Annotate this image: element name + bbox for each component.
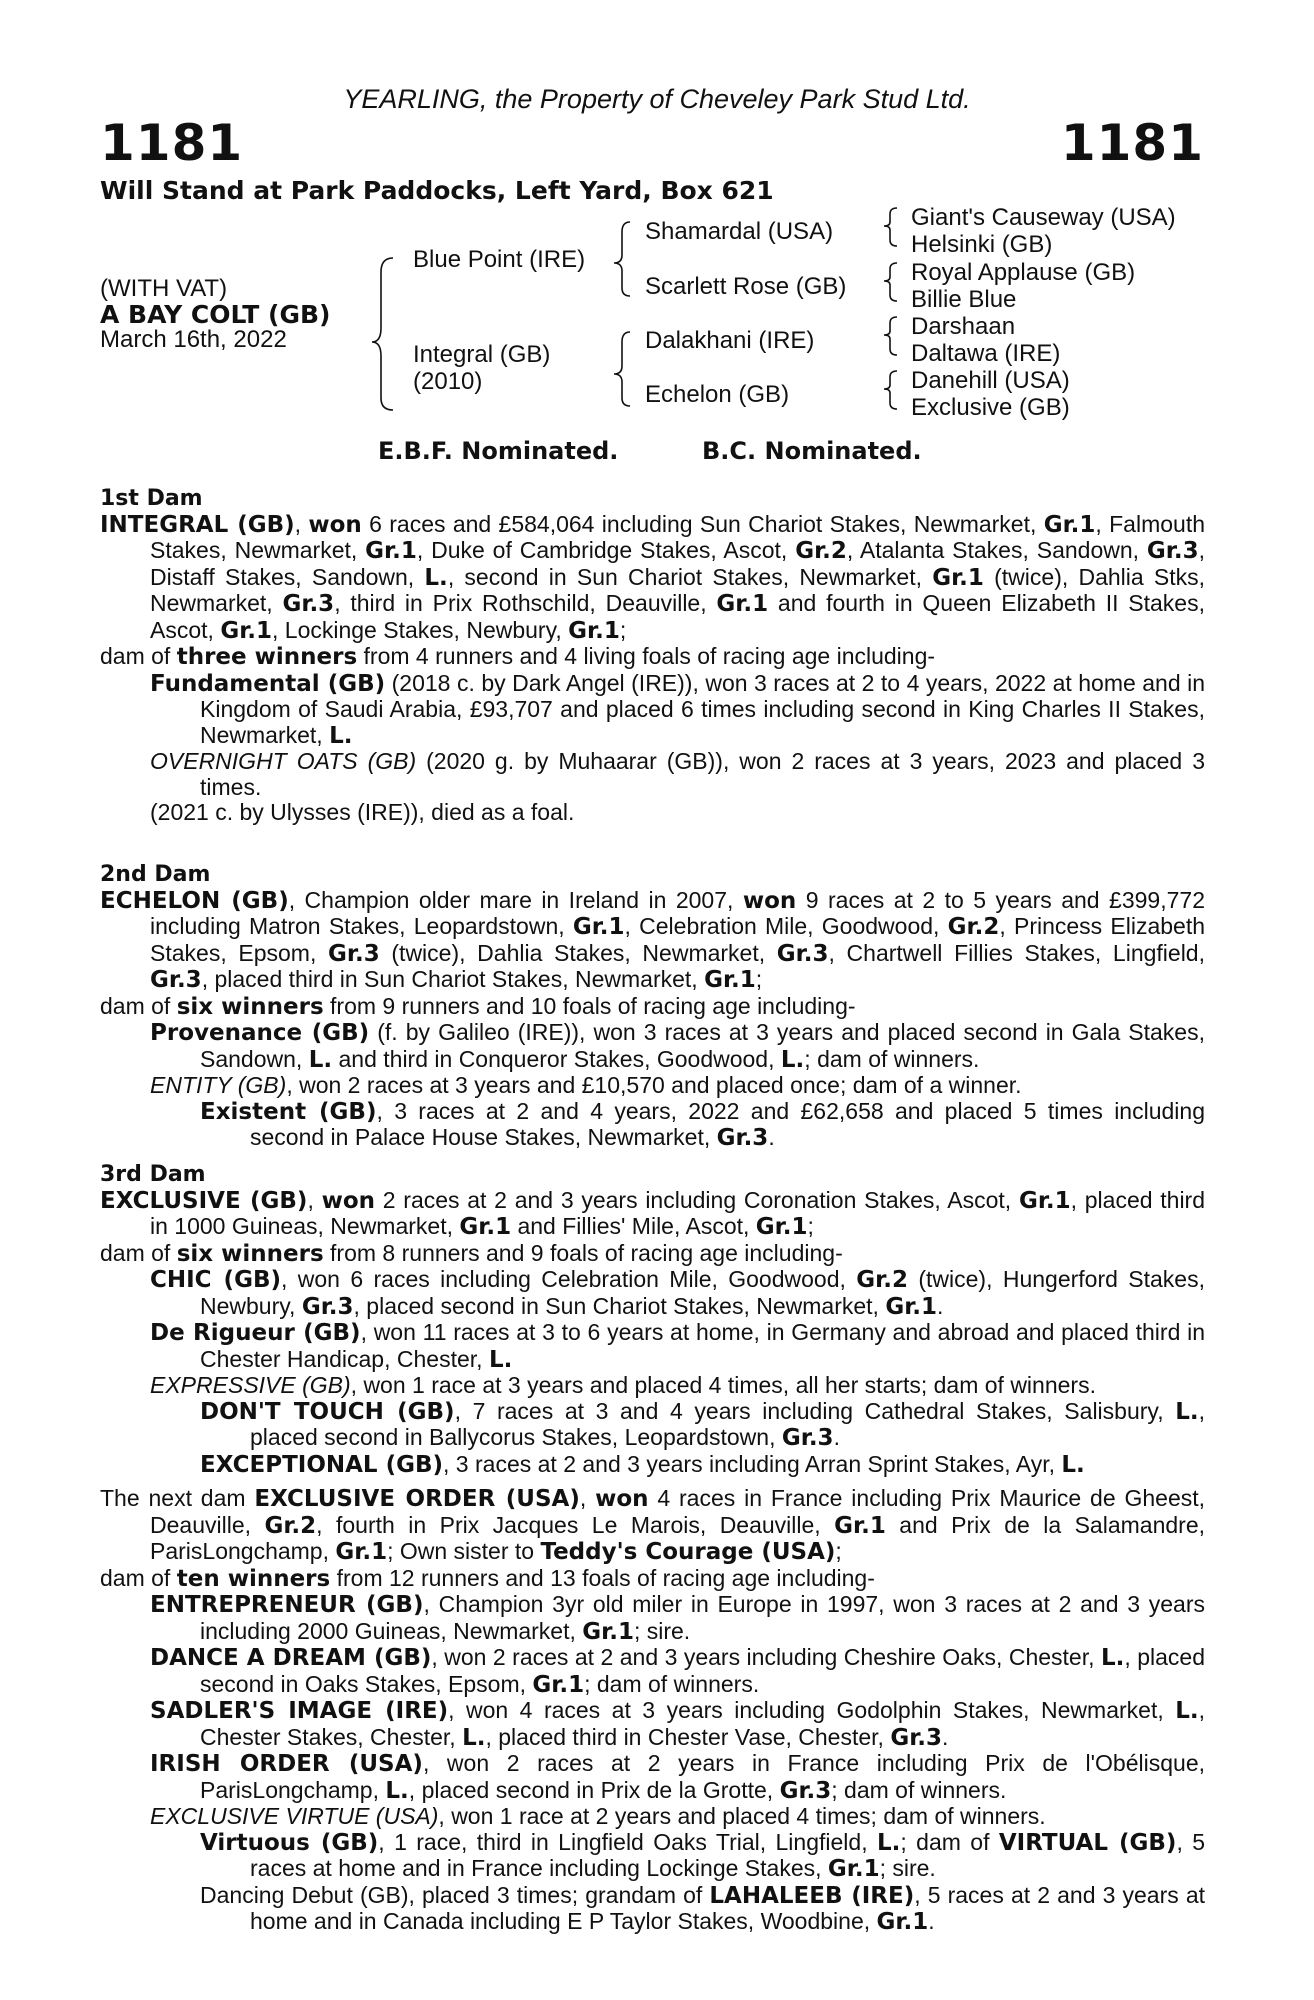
- ebf-nomination: E.B.F. Nominated.: [378, 437, 619, 465]
- dam-record: The next dam EXCLUSIVE ORDER (USA), won 4 races in France including Prix Maurice de Gheest, Deauville, Gr.2, fourth in Prix Jacques Le Marois, Deauville, Gr.1 and Prix de la Salamandre, ParisLongchamp, Gr.1; Own sister to Teddy's Courage (USA);: [100, 1485, 1206, 1565]
- produce-entry: OVERNIGHT OATS (GB) (2020 g. by Muhaarar (GB)), won 2 races at 3 years, 2023 and placed 3 times.: [150, 748, 1205, 800]
- dam-record: INTEGRAL (GB), won 6 races and £584,064 including Sun Chariot Stakes, Newmarket, Gr.1, Falmouth Stakes, Newmarket, Gr.1, Duke of Cambridge Stakes, Ascot, Gr.2, Atalanta Stakes, Sandown, Gr.3, Distaff Stakes, Sandown, L., second in Sun Chariot Stakes, Newmarket, Gr.1 (twice), Dahlia Stks, Newmarket, Gr.3, third in Prix Rothschild, Deauville, Gr.1 and fourth in Queen Elizabeth II Stakes, Ascot, Gr.1, Lockinge Stakes, Newbury, Gr.1;: [100, 510, 1206, 644]
- pedigree-gen2: Echelon (GB): [645, 381, 790, 408]
- produce-entry: EXCLUSIVE VIRTUE (USA), won 1 race at 2 years and placed 4 times; dam of winners.: [150, 1803, 1046, 1829]
- bc-nomination: B.C. Nominated.: [702, 437, 922, 465]
- produce-entry: DANCE A DREAM (GB), won 2 races at 2 and 3 years including Cheshire Oaks, Chester, L., placed second in Oaks Stakes, Epsom, Gr.1; dam of winners.: [150, 1644, 1205, 1698]
- section-heading: 2nd Dam: [100, 862, 211, 887]
- produce-entry: ENTREPRENEUR (GB), Champion 3yr old miler in Europe in 1997, won 3 races at 2 and 3 years including 2000 Guineas, Newmarket, Gr.1; sire.: [150, 1591, 1206, 1645]
- vat-note: (WITH VAT): [100, 275, 228, 302]
- produce-entry: SADLER'S IMAGE (IRE), won 4 races at 3 years including Godolphin Stakes, Newmarket, L., Chester Stakes, Chester, L., placed third in Chester Vase, Chester, Gr.3.: [150, 1697, 1205, 1751]
- pedigree-gen3: Giant's Causeway (USA): [911, 204, 1176, 231]
- pedigree-dam-year: (2010): [413, 368, 483, 395]
- produce-summary: dam of six winners from 8 runners and 9 foals of racing age including-: [100, 1239, 843, 1267]
- pedigree-gen3: Exclusive (GB): [911, 394, 1070, 421]
- pedigree-gen2: Scarlett Rose (GB): [645, 273, 847, 300]
- first-dam-section: [100, 486, 1205, 826]
- dam-record: EXCLUSIVE (GB), won 2 races at 2 and 3 years including Coronation Stakes, Ascot, Gr.1, placed third in 1000 Guineas, Newmarket, Gr.1 and Fillies' Mile, Ascot, Gr.1;: [100, 1186, 1206, 1240]
- dam-record: ECHELON (GB), Champion older mare in Ireland in 2007, won 9 races at 2 to 5 years and £399,772 including Matron Stakes, Leopardstown, Gr.1, Celebration Mile, Goodwood, Gr.2, Princess Elizabeth Stakes, Epsom, Gr.3 (twice), Dahlia Stakes, Newmarket, Gr.3, Chartwell Fillies Stakes, Lingfield, Gr.3, placed third in Sun Chariot Stakes, Newmarket, Gr.1;: [100, 886, 1206, 993]
- pedigree-gen3: Danehill (USA): [911, 367, 1070, 394]
- foaling-date: March 16th, 2022: [100, 326, 287, 353]
- next-dam-section: [100, 1486, 1205, 1936]
- section-heading: 1st Dam: [100, 486, 203, 511]
- produce-entry: Fundamental (GB) (2018 c. by Dark Angel (IRE)), won 3 races at 2 to 4 years, 2022 at home and in Kingdom of Saudi Arabia, £93,707 and placed 6 times including second in King Charles II Stakes, Newmarket, L.: [150, 669, 1205, 749]
- produce-entry: EXCEPTIONAL (GB), 3 races at 2 and 3 years including Arran Sprint Stakes, Ayr, L.: [200, 1450, 1085, 1478]
- produce-entry: Existent (GB), 3 races at 2 and 4 years, 2022 and £62,658 and placed 5 times including second in Palace House Stakes, Newmarket, Gr.3.: [200, 1097, 1205, 1151]
- pedigree-gen3: Daltawa (IRE): [911, 340, 1061, 367]
- produce-entry: Virtuous (GB), 1 race, third in Lingfield Oaks Trial, Lingfield, L.; dam of VIRTUAL (GB), 5 races at home and in France including Lockinge Stakes, Gr.1; sire.: [200, 1828, 1206, 1882]
- horse-name: A BAY COLT (GB): [100, 300, 331, 329]
- pedigree-gen2: Dalakhani (IRE): [645, 327, 815, 354]
- pedigree-gen3: Royal Applause (GB): [911, 259, 1136, 286]
- produce-summary: dam of three winners from 4 runners and 4 living foals of racing age including-: [100, 643, 936, 670]
- pedigree-dam: Integral (GB): [413, 341, 551, 368]
- section-heading: 3rd Dam: [100, 1162, 206, 1187]
- produce-entry: Provenance (GB) (f. by Galileo (IRE)), won 3 races at 3 years and placed second in Gala Stakes, Sandown, L. and third in Conqueror Stakes, Goodwood, L.; dam of winners.: [150, 1019, 1205, 1073]
- pedigree-sire: Blue Point (IRE): [413, 246, 586, 273]
- pedigree-gen3: Darshaan: [911, 313, 1016, 340]
- pedigree-gen3: Billie Blue: [911, 286, 1017, 313]
- stabling-location: Will Stand at Park Paddocks, Left Yard, Box 621: [100, 176, 774, 205]
- produce-entry: DON'T TOUCH (GB), 7 races at 3 and 4 years including Cathedral Stakes, Salisbury, L., placed second in Ballycorus Stakes, Leopardstown, Gr.3.: [200, 1397, 1205, 1451]
- produce-summary: dam of six winners from 9 runners and 10 foals of racing age including-: [100, 992, 856, 1020]
- produce-entry: (2021 c. by Ulysses (IRE)), died as a foal.: [150, 799, 575, 825]
- produce-entry: IRISH ORDER (USA), won 2 races at 2 years in France including Prix de l'Obélisque, ParisLongchamp, L., placed second in Prix de la Grotte, Gr.3; dam of winners.: [150, 1750, 1205, 1804]
- third-dam-section: [100, 1162, 1205, 1478]
- sale-subtitle: YEARLING, the Property of Cheveley Park Stud Ltd.: [343, 84, 971, 114]
- produce-entry: De Rigueur (GB), won 11 races at 3 to 6 years at home, in Germany and abroad and placed third in Chester Handicap, Chester, L.: [150, 1319, 1205, 1373]
- produce-entry: EXPRESSIVE (GB), won 1 race at 3 years and placed 4 times, all her starts; dam of winners.: [150, 1372, 1096, 1398]
- lot-number-left: 1181: [100, 114, 244, 172]
- produce-entry: ENTITY (GB), won 2 races at 3 years and £10,570 and placed once; dam of a winner.: [150, 1072, 1022, 1098]
- pedigree-gen2: Shamardal (USA): [645, 218, 834, 245]
- produce-summary: dam of ten winners from 12 runners and 13 foals of racing age including-: [100, 1564, 875, 1592]
- pedigree-gen3: Helsinki (GB): [911, 231, 1053, 258]
- produce-entry: Dancing Debut (GB), placed 3 times; grandam of LAHALEEB (IRE), 5 races at 2 and 3 years at home and in Canada including E P Taylor Stakes, Woodbine, Gr.1.: [200, 1881, 1206, 1935]
- lot-number-right: 1181: [1060, 114, 1204, 172]
- second-dam-section: [100, 862, 1205, 1152]
- produce-entry: CHIC (GB), won 6 races including Celebration Mile, Goodwood, Gr.2 (twice), Hungerford Stakes, Newbury, Gr.3, placed second in Sun Chariot Stakes, Newmarket, Gr.1.: [150, 1266, 1205, 1320]
